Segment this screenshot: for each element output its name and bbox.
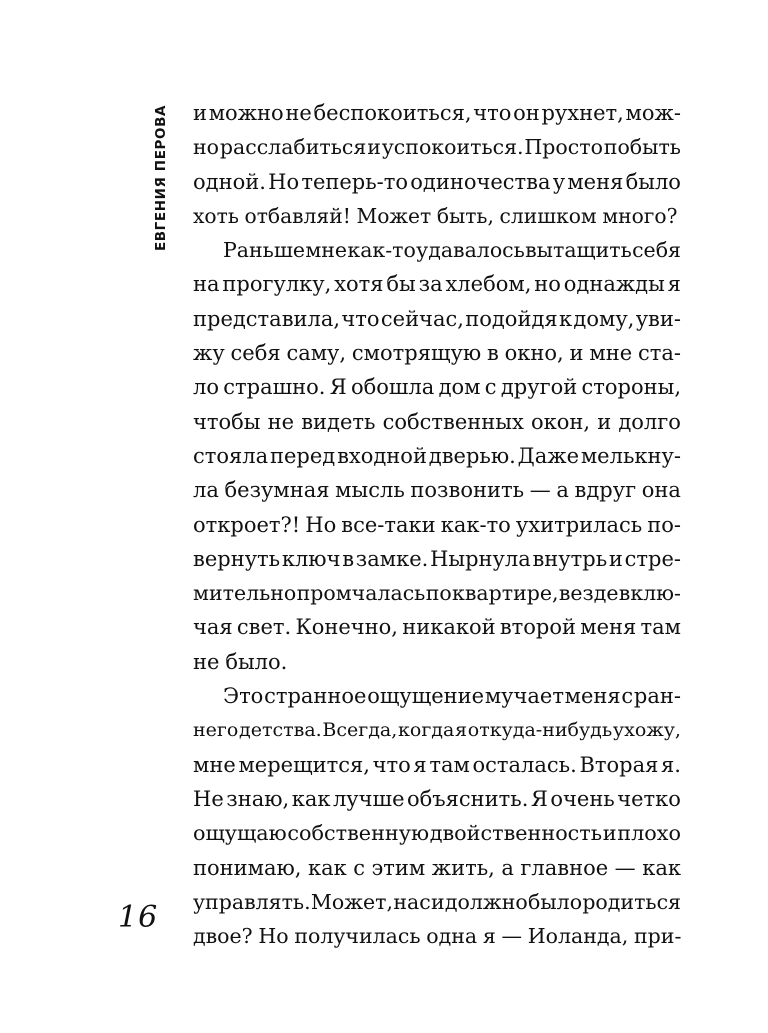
text-line: мне мерещится, что я там осталась. Вторая я. bbox=[193, 752, 681, 777]
paragraph bbox=[193, 96, 681, 233]
text-line: Это странное ощущение мучает меня с ран- bbox=[223, 684, 681, 709]
running-head-author: ЕВГЕНИЯ ПЕРОВА bbox=[153, 104, 169, 251]
text-line: управлять. Может, нас и должно было родиться bbox=[193, 889, 681, 914]
text-line: ощущаю собственную двойственность и плохо bbox=[193, 821, 681, 846]
text-line: одной. Но теперь-то одиночества у меня было bbox=[193, 169, 681, 194]
running-head bbox=[150, 100, 172, 255]
text-line: ла безумная мысль позвонить — а вдруг она bbox=[193, 478, 681, 503]
text-line: чая свет. Конечно, никакой второй меня там bbox=[193, 615, 681, 640]
text-line: но расслабиться и успокоиться. Просто побыть bbox=[193, 135, 681, 160]
text-line: чтобы не видеть собственных окон, и долго bbox=[193, 409, 681, 434]
body-text bbox=[193, 96, 681, 953]
text-line: откроет?! Но все-таки как-то ухитрилась по- bbox=[193, 512, 681, 537]
text-line: ло страшно. Я обошла дом с другой стороны, bbox=[193, 375, 681, 400]
paragraph bbox=[193, 233, 681, 679]
text-line: двое? Но получилась одна я — Иоланда, при- bbox=[193, 924, 682, 949]
paragraph bbox=[193, 679, 681, 953]
text-line: мительно промчалась по квартире, везде вклю- bbox=[193, 581, 681, 606]
text-line: Раньше мне как-то удавалось вытащить себя bbox=[223, 238, 681, 263]
text-line: и можно не беспокоиться, что он рухнет, мож- bbox=[193, 101, 681, 125]
text-line: представила, что сейчас, подойдя к дому, уви- bbox=[193, 306, 681, 331]
text-line: него детства. Всегда, когда я откуда-нибудь ухожу, bbox=[193, 719, 681, 742]
text-line: Не знаю, как лучше объяснить. Я очень четко bbox=[193, 786, 681, 811]
text-line: жу себя саму, смотрящую в окно, и мне ста- bbox=[193, 341, 681, 366]
text-line: вернуть ключ в замке. Нырнула внутрь и стре- bbox=[193, 546, 681, 571]
text-line: понимаю, как с этим жить, а главное — как bbox=[193, 855, 681, 880]
page-number: 16 bbox=[118, 900, 159, 935]
text-line: не было. bbox=[193, 649, 288, 674]
text-line: хоть отбавляй! Может быть, слишком много? bbox=[193, 203, 678, 228]
text-line: стояла перед входной дверью. Даже мелькну- bbox=[193, 443, 681, 468]
text-line: на прогулку, хотя бы за хлебом, но однажды я bbox=[193, 272, 681, 297]
